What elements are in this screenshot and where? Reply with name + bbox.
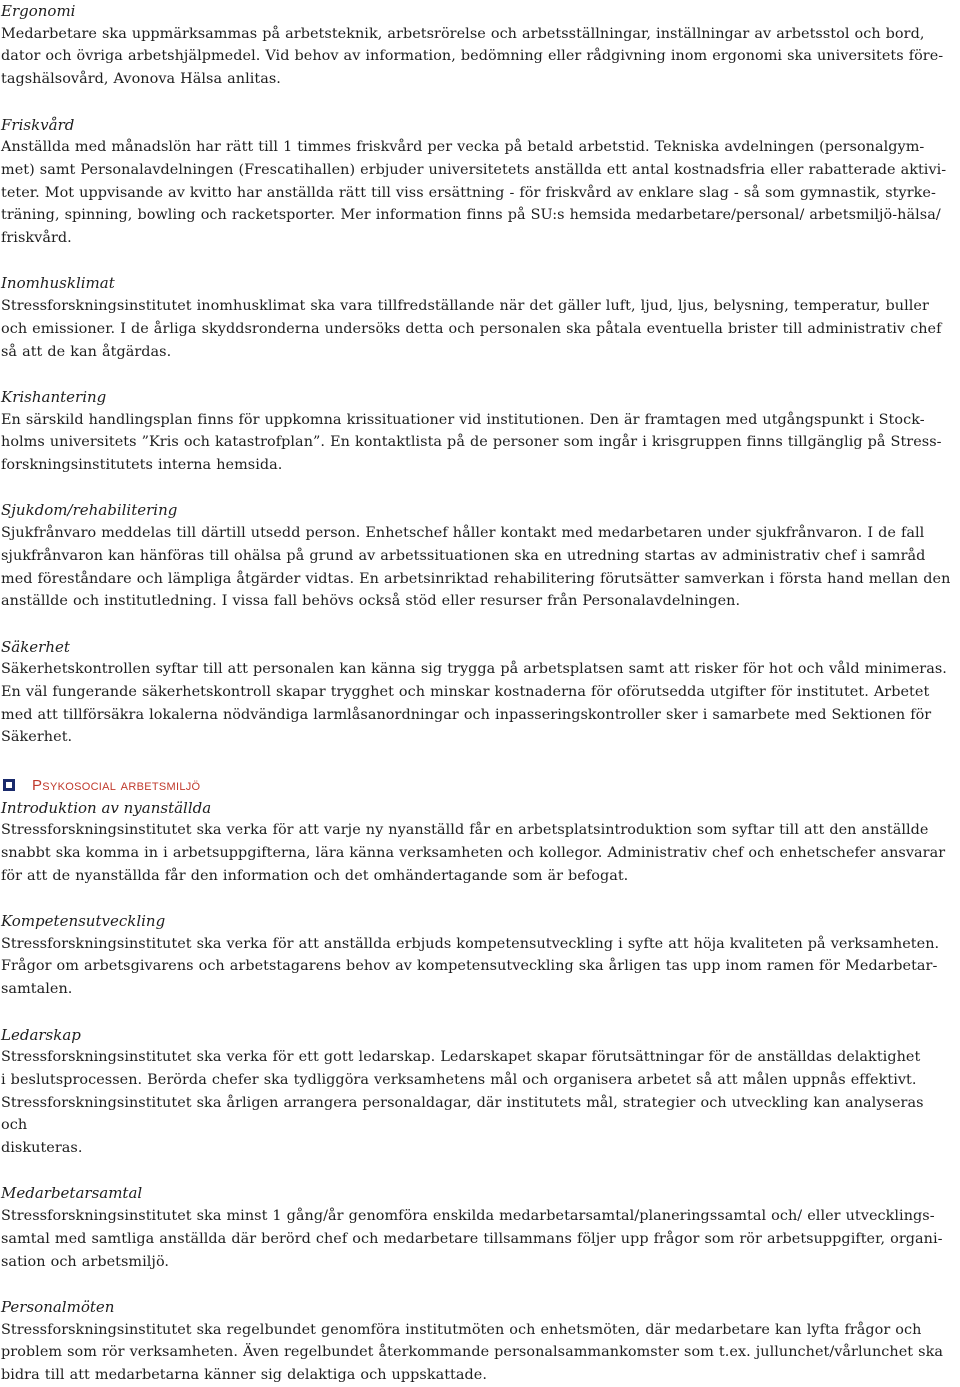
paragraph-gap (1, 749, 954, 772)
text-line: met) samt Personalavdelningen (Frescatihallen) erbjuder universitetets anställda ett antal kostnadsfria eller rabatterade aktivi- (1, 161, 947, 178)
section-body (1, 23, 954, 91)
section-heading: Kompetensutveckling (1, 912, 166, 930)
text-line: med föreståndare och lämpliga åtgärder vidtas. En arbetsinriktad rehabilitering förutsätter samverkan i första hand mellan den (1, 570, 951, 587)
section-medarbetarsamtal (1, 1182, 954, 1273)
section-group-physical (1, 0, 954, 772)
text-line: Frågor om arbetsgivarens och arbetstagarens behov av kompetensutveckling ska årligen tas upp inom ramen för Medarbetar- (1, 958, 938, 975)
section-body (1, 658, 954, 749)
text-line: Stressforskningsinstitutet ska verka för att anställda erbjuds kompetensutveckling i syfte att höja kvaliteten på verksamheten. (1, 935, 940, 952)
section-sakerhet (1, 636, 954, 750)
section-body (1, 1046, 954, 1160)
section-body (1, 819, 954, 887)
text-line: med att tillförsäkra lokalerna nödvändiga larmlåsanordningar och inpasseringskontroller sker i samarbete med Sektionen för (1, 706, 932, 723)
paragraph-gap (1, 887, 954, 910)
text-line: sjukfrånvaron kan hänföras till ohälsa på grund av arbetssituationen ska en utredning startas av administrativ chef i samråd (1, 547, 926, 564)
text-line: Stressforskningsinstitutet ska årligen arrangera personaldagar, där institutets mål, strategier och utveckling kan analyseras och (1, 1094, 924, 1134)
paragraph-gap (1, 1001, 954, 1024)
section-heading: Medarbetarsamtal (1, 1184, 143, 1203)
section-body (1, 1205, 954, 1273)
section-body (1, 1319, 954, 1387)
section-ledarskap (1, 1024, 954, 1160)
square-bullet-icon (3, 779, 15, 791)
section-sjukdom-rehabilitering (1, 499, 954, 613)
paragraph-gap (1, 1160, 954, 1183)
text-line: Sjukfrånvaro meddelas till därtill utsedd person. Enhetschef håller kontakt med medarbetaren under sjukfrånvaron. I de fall (1, 525, 925, 542)
text-line: Stressforskningsinstitutet inomhusklimat ska vara tillfredställande när det gäller luft, ljud, ljus, belysning, temperatur, buller (1, 298, 929, 315)
section-personalmoten (1, 1296, 954, 1387)
text-line: bidra till att medarbetarna känner sig delaktiga och uppskattade. (1, 1367, 487, 1384)
text-line: Stressforskningsinstitutet ska minst 1 gång/år genomföra enskilda medarbetarsamtal/planeringssamtal och/ eller utvecklings- (1, 1208, 935, 1225)
paragraph-gap (1, 1273, 954, 1296)
section-heading: Inomhusklimat (1, 274, 115, 293)
section-introduktion-av-nyanstallda (1, 797, 954, 888)
text-line: diskuteras. (1, 1140, 83, 1157)
text-line: träning, spinning, bowling och racketsporter. Mer information finns på SU:s hemsida medarbetare/personal/ arbetsmiljö-hälsa/ (1, 207, 941, 224)
text-line: Stressforskningsinstitutet ska regelbundet genomföra institutmöten och enhetsmöten, där medarbetare kan lyfta frågor och (1, 1321, 922, 1338)
text-line: Medarbetare ska uppmärksammas på arbetsteknik, arbetsrörelse och arbetsställningar, inställningar av arbetsstol och bord, (1, 25, 925, 42)
section-body (1, 933, 954, 1001)
text-line: holms universitets ”Kris och katastrofplan”. En kontaktlista på de personer som ingår i krisgruppen finns tillgänglig på Stress- (1, 434, 942, 451)
section-body (1, 136, 954, 250)
section-heading: Säkerhet (1, 637, 70, 656)
section-body (1, 295, 954, 363)
text-line: för att de nyanställda får den information och det omhändertagande som är befogat. (1, 867, 629, 884)
text-line: forskningsinstitutets interna hemsida. (1, 457, 283, 474)
section-krishantering (1, 386, 954, 477)
text-line: Anställda med månadslön har rätt till 1 timmes friskvård per vecka på betald arbetstid. Tekniska avdelningen (personalgym- (1, 139, 925, 156)
paragraph-gap (1, 363, 954, 386)
text-line: Säkerhetskontrollen syftar till att personalen kan känna sig trygga på arbetsplatsen samt att risker för hot och våld minimeras. (1, 661, 947, 678)
text-line: dator och övriga arbetshjälpmedel. Vid behov av information, bedömning eller rådgivning inom ergonomi ska universitets före- (1, 48, 944, 65)
section-inomhusklimat (1, 272, 954, 363)
section-group-title: Psykosocial arbetsmiljö (32, 776, 201, 794)
section-heading: Friskvård (1, 115, 75, 134)
section-heading: Ergonomi (1, 2, 76, 20)
section-friskvard (1, 114, 954, 250)
text-line: En väl fungerande säkerhetskontroll skapar trygghet och minskar kostnaderna för oförutsedda utgifter för institutet. Arbetet (1, 684, 930, 701)
section-body (1, 409, 954, 477)
section-heading: Introduktion av nyanställda (1, 798, 212, 817)
section-heading: Personalmöten (1, 1297, 115, 1316)
text-line: snabbt ska komma in i arbetsuppgifterna, lära känna verksamheten och kollegor. Administrativ chef och enhetschefer ansvarar (1, 844, 946, 861)
text-line: samtal med samtliga anställda där berörd chef och medarbetare tillsammans följer upp frågor som rör arbetsuppgifter, organi- (1, 1230, 943, 1247)
paragraph-gap (1, 613, 954, 636)
section-kompetensutveckling (1, 910, 954, 1001)
text-line: så att de kan åtgärdas. (1, 343, 172, 360)
text-line: problem som rör verksamheten. Även regelbundet återkommande personalsammankomster som t.ex. jullunchet/vårlunchet ska (1, 1344, 943, 1361)
text-line: Stressforskningsinstitutet ska verka för att varje ny nyanställd får en arbetsplatsintroduktion som syftar till att den anställde (1, 822, 929, 839)
section-body (1, 522, 954, 613)
section-heading: Sjukdom/rehabilitering (1, 501, 178, 520)
section-ergonomi (1, 0, 954, 91)
section-group-psychosocial (1, 797, 954, 1387)
text-line: tagshälsovård, Avonova Hälsa anlitas. (1, 71, 281, 88)
text-line: friskvård. (1, 230, 72, 247)
text-line: i beslutsprocessen. Berörda chefer ska tydliggöra verksamhetens mål och organisera arbetet så att målen uppnås effektivt. (1, 1071, 917, 1088)
section-group-header (1, 774, 954, 797)
text-line: samtalen. (1, 981, 73, 998)
text-line: teter. Mot uppvisande av kvitto har anställda rätt till viss ersättning - för friskvård av enklare slag - så som gymnastik, styrke- (1, 184, 936, 201)
section-heading: Krishantering (1, 387, 107, 406)
section-heading: Ledarskap (1, 1025, 81, 1044)
text-line: anställde och institutledning. I vissa fall behövs också stöd eller resurser från Personalavdelningen. (1, 593, 741, 610)
paragraph-gap (1, 91, 954, 114)
paragraph-gap (1, 250, 954, 273)
text-line: Säkerhet. (1, 729, 73, 746)
paragraph-gap (1, 477, 954, 500)
text-line: En särskild handlingsplan finns för uppkomna krissituationer vid institutionen. Den är framtagen med utgångspunkt i Stock- (1, 411, 925, 428)
text-line: och emissioner. I de årliga skyddsronderna undersöks detta och personalen ska påtala eventuella brister till administrativ chef (1, 320, 942, 337)
text-line: sation och arbetsmiljö. (1, 1253, 170, 1270)
text-line: Stressforskningsinstitutet ska verka för ett gott ledarskap. Ledarskapet skapar förutsättningar för de anställdas delaktighet (1, 1049, 921, 1066)
